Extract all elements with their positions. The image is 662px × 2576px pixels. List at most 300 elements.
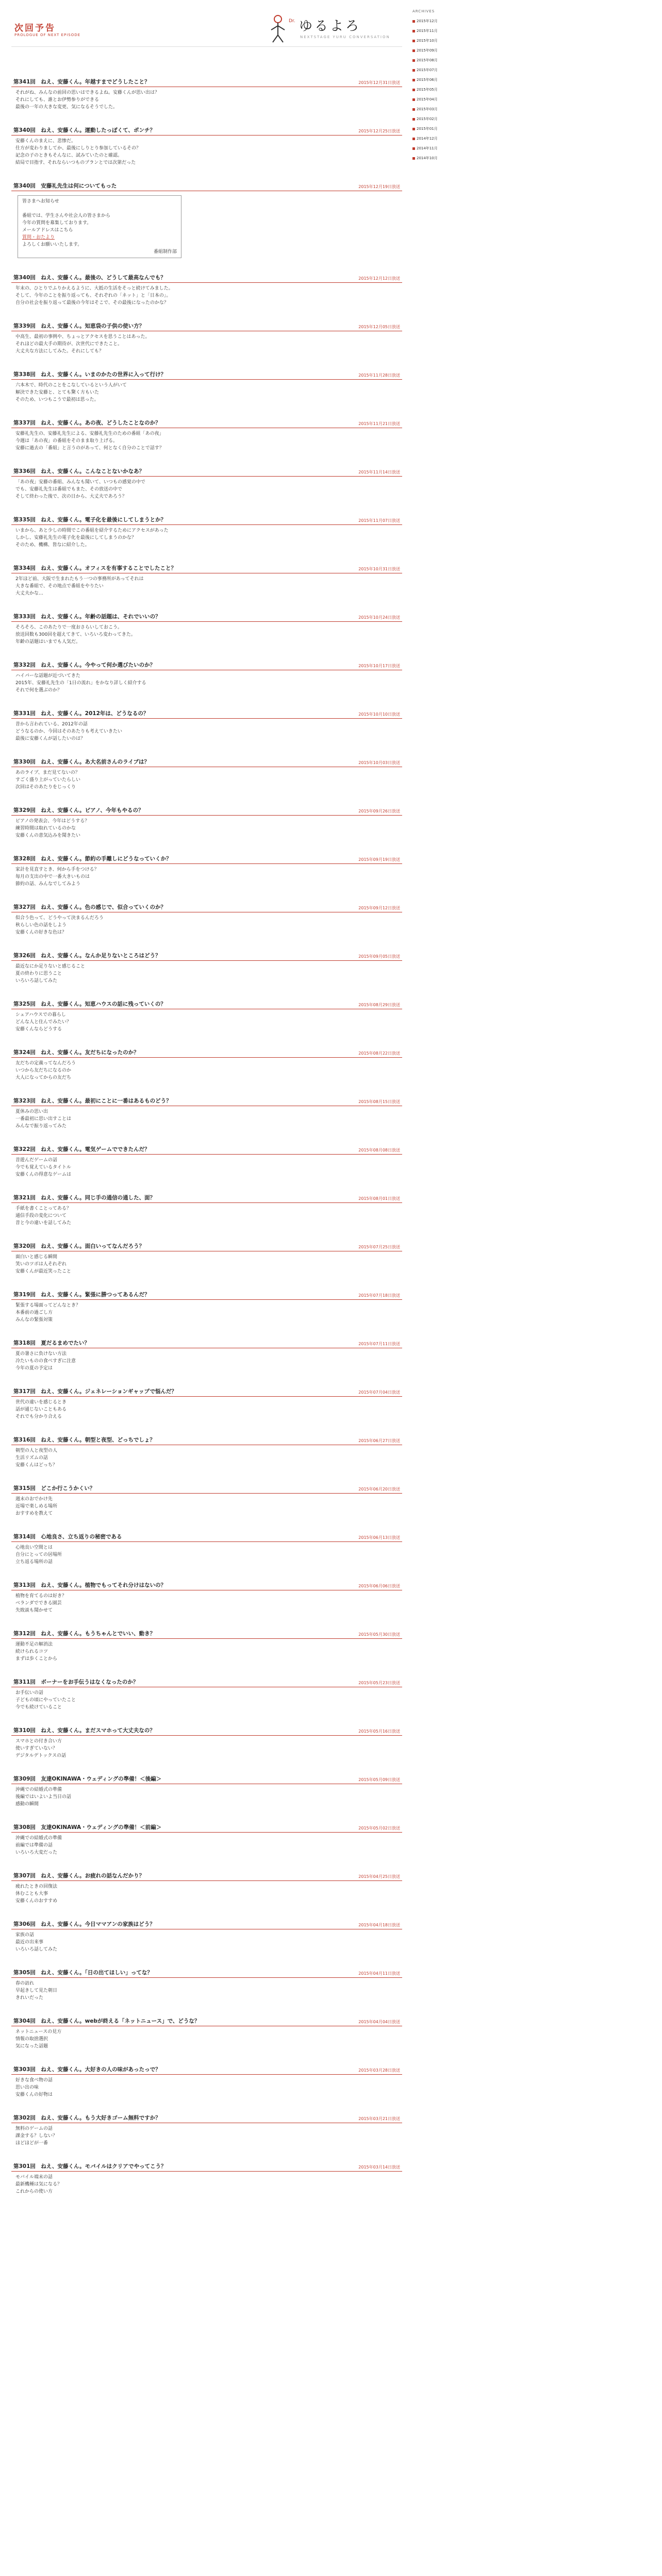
- entry-line: 昔から言われている、2012年の話: [15, 722, 88, 727]
- entry-header: [11, 1436, 402, 1445]
- archive-link[interactable]: [412, 16, 454, 26]
- archive-link-label: 2015年08月: [417, 58, 438, 62]
- entry-line: 好きな食べ物の話: [15, 2078, 53, 2083]
- entry-date: 2015年12月31日放送: [358, 80, 400, 85]
- entry-title[interactable]: 第329回 ねえ、安藤くん。ピアノ、今年もやるの？: [13, 807, 144, 814]
- entry-date: 2015年10月24日放送: [358, 615, 400, 620]
- entry-line: 使いすぎていない？: [15, 1746, 58, 1751]
- entry-line: 大丈夫かな…: [15, 591, 44, 596]
- entry-header: [11, 1920, 402, 1929]
- archive-link[interactable]: [412, 46, 454, 56]
- entry-line: 記念の子のときもそんなに、試みていたのと確認。: [15, 153, 123, 158]
- entry-line: 最新機種は気になる？: [15, 2182, 62, 2187]
- entry-line: 自分の社会を振り返って最後の今年はそこで、その最後になったのかな？: [15, 300, 169, 306]
- entry-title[interactable]: 第328回 ねえ、安藤くん。節約の手離しにどうなっていくか？: [13, 856, 172, 862]
- entry-date: 2015年09月05日放送: [358, 954, 400, 959]
- entry-line: 最近の出来事: [15, 1940, 44, 1945]
- entry-title[interactable]: 第310回 ねえ、安藤くん。まだスマホって大丈夫なの？: [13, 1727, 155, 1734]
- bullet-icon: [412, 108, 415, 111]
- archive-link-label: 2015年10月: [417, 39, 438, 43]
- notice-line: 今年の質問を募集しております。: [22, 221, 92, 226]
- entry-line: 夏の暑さに負けない方法: [15, 1351, 67, 1357]
- entry-body: [11, 1833, 402, 1856]
- entry-date: 2015年08月29日放送: [358, 1003, 400, 1007]
- entry-title[interactable]: 第303回 ねえ、安藤くん。大好きの人の味があったっで？: [13, 2066, 161, 2073]
- archive-link-label: 2015年09月: [417, 48, 438, 53]
- entry-body: [11, 1736, 402, 1759]
- archive-list: [412, 16, 454, 163]
- entry-line: 運動不足の解消法: [15, 1642, 53, 1647]
- site-subtitle: PROLOGUE OF NEXT EPISODE: [14, 33, 81, 37]
- entry-body: [11, 670, 402, 694]
- entry: [11, 1339, 402, 1372]
- entry-line: 情報の取捨選択: [15, 2037, 48, 2042]
- entry-line: 課金する？しない？: [15, 2133, 58, 2139]
- archive-link[interactable]: [412, 75, 454, 85]
- entry: [11, 2114, 402, 2147]
- main-column: [11, 0, 402, 2211]
- entry-title[interactable]: 第332回 ねえ、安藤くん。今やって何か選びたいのか？: [13, 662, 156, 668]
- entry-body: [11, 525, 402, 549]
- entry-line: 失敗談も聞かせて: [15, 1608, 53, 1613]
- entry-line: 笑いのツボは人それぞれ: [15, 1262, 67, 1267]
- entry-header: [11, 1969, 402, 1978]
- entry-line: 最後に安藤くんが話したいのは？: [15, 736, 86, 741]
- entry-title[interactable]: 第324回 ねえ、安藤くん。友だちになったのか？: [13, 1049, 139, 1056]
- entry-body: [11, 1494, 402, 1517]
- entry-header: [11, 1048, 402, 1058]
- entry: [11, 370, 402, 403]
- entry-line: 大人になってからの友だち: [15, 1075, 72, 1080]
- archive-link[interactable]: [412, 105, 454, 114]
- entry: [11, 1533, 402, 1566]
- entry-line: いまから、あと少しの時間でこの番組を紹介するためにアクセスがあった: [15, 528, 169, 533]
- entry-date: 2015年05月09日放送: [358, 1777, 400, 1782]
- entry-line: 早起きして見た朝日: [15, 1988, 58, 1993]
- entry: [11, 903, 402, 936]
- entry-body: [11, 1397, 402, 1420]
- archive-link-label: 2015年02月: [417, 117, 438, 121]
- bullet-icon: [412, 30, 415, 32]
- entry-header: [11, 2017, 402, 2026]
- entry-line: みんなの緊張対策: [15, 1317, 53, 1323]
- entry: [11, 1678, 402, 1711]
- entry-line: 安藤くんのおすすめ: [15, 1899, 58, 1904]
- entry-body: [11, 428, 402, 452]
- entry-line: 年末の、ひとりでふりかえるように、大抵の生活をそっと続けてみました。: [15, 286, 173, 291]
- entry-header: [11, 1242, 402, 1251]
- entry-line: 無料のゲームの話: [15, 2126, 53, 2131]
- entry-title[interactable]: 第301回 ねえ、安藤くん。モバイルはクリアでやってこう？: [13, 2163, 167, 2170]
- entry-body: [11, 1348, 402, 1372]
- bullet-icon: [412, 20, 415, 23]
- entry-header: [11, 1533, 402, 1542]
- archive-link-label: 2015年04月: [417, 97, 438, 101]
- entry-body: [11, 2123, 402, 2147]
- entry: [11, 806, 402, 839]
- entry-body: [11, 2026, 402, 2050]
- entry-title[interactable]: 第326回 ねえ、安藤くん。なんか足りないところはどう？: [13, 953, 161, 959]
- entry-body: [11, 719, 402, 742]
- entry-title[interactable]: 第309回 友達OKINAWA・ウェディングの準備！＜後編＞: [13, 1776, 162, 1782]
- entry-line: すごく盛り上がっていたらしい: [15, 777, 81, 783]
- entry-header: [11, 1581, 402, 1590]
- entry-line: 仕方が変わりましてか、最後にしりとり参加しているその？: [15, 146, 141, 151]
- entry-body: [11, 622, 402, 646]
- entry-title[interactable]: 第338回 ねえ、安藤くん。いまのかたの世界に入って行け？: [13, 371, 167, 378]
- entry-title[interactable]: 第335回 ねえ、安藤くん。電子化を最後にしてしまうとか？: [13, 517, 167, 523]
- entry-date: 2015年11月14日放送: [358, 470, 400, 474]
- entry-title[interactable]: 第321回 ねえ、安藤くん。同じ手の通信の通した、面？: [13, 1195, 156, 1201]
- entry-header: [11, 1339, 402, 1348]
- archive-link-label: 2014年10月: [417, 156, 438, 160]
- entry-body: [11, 2172, 402, 2195]
- entry-date: 2015年08月01日放送: [358, 1196, 400, 1201]
- notice-signature: 番組制作部: [153, 249, 177, 255]
- entry-line: 疲れたときの回復法: [15, 1884, 58, 1889]
- entry-date: 2015年12月19日放送: [358, 184, 400, 189]
- entry-title[interactable]: 第325回 ねえ、安藤くん。知恵ハウスの話に残っていくの？: [13, 1001, 166, 1007]
- entry-line: 2年ほど前、大阪で生まれたもう一つの事務所があってそれは: [15, 577, 144, 582]
- entry: [11, 1823, 402, 1856]
- entry-date: 2015年07月25日放送: [358, 1245, 400, 1249]
- entry: [11, 613, 402, 646]
- entry-line: 結局で目指す、それならいつものプランとでは次第だった: [15, 160, 136, 165]
- entry-date: 2015年06月27日放送: [358, 1438, 400, 1443]
- entry-body: [11, 283, 402, 307]
- entry-line: しかし、安藤礼先生の電子化を最後にしてしまうのかな？: [15, 535, 137, 540]
- entry-header: [11, 1000, 402, 1009]
- entry-line: 解決できた安藤と、とても驚く方もいた: [15, 390, 100, 395]
- bullet-icon: [412, 128, 415, 130]
- notice-line: 番組では、学生さんや社会人の皆さまから: [22, 213, 111, 218]
- archive-link-label: 2015年11月: [417, 29, 438, 33]
- archive-link[interactable]: [412, 36, 454, 46]
- entry-header: [11, 516, 402, 525]
- archive-link[interactable]: [412, 26, 454, 36]
- entry: [11, 1242, 402, 1275]
- archive-link[interactable]: [412, 154, 454, 163]
- bullet-icon: [412, 59, 415, 62]
- entry-body: [11, 1590, 402, 1614]
- entry-body: [11, 816, 402, 839]
- entry-line: いろいろ話してみた: [15, 978, 58, 984]
- entry-date: 2015年04月18日放送: [358, 1923, 400, 1927]
- entry-line: 安藤くんが最近笑ったこと: [15, 1269, 72, 1274]
- entry-date: 2015年07月18日放送: [358, 1293, 400, 1298]
- entry: [11, 709, 402, 742]
- entry-body: [11, 1929, 402, 1953]
- archive-link[interactable]: [412, 134, 454, 144]
- entry-title[interactable]: 第316回 ねえ、安藤くん。朝型と夜型、どっちでしょ？: [13, 1437, 155, 1443]
- entry-line: 安藤くんの意気込みを聞きたい: [15, 833, 81, 838]
- entry-header: [11, 1775, 402, 1784]
- entry-title[interactable]: 第339回 ねえ、安藤くん。知恵袋の子供の使い方？: [13, 323, 145, 329]
- entry-line: 沖縄での結婚式の準備: [15, 1836, 62, 1841]
- entry-header: [11, 613, 402, 622]
- entry-header: [11, 1145, 402, 1155]
- archive-link-label: 2015年07月: [417, 68, 438, 72]
- entry-line: 六本木で、時代のことをこなしているという人がいて: [15, 383, 127, 388]
- entry: [11, 855, 402, 888]
- entry-line: 今でも覚えているタイトル: [15, 1165, 71, 1170]
- entry-header: [11, 419, 402, 428]
- entry-line: 安藤くんのまえに、悲惨だ。: [15, 139, 76, 144]
- entry-date: 2015年10月17日放送: [358, 664, 400, 668]
- entry-line: 安藤くんならどうする: [15, 1027, 62, 1032]
- entry-line: 家計を見直すとき、何から手をつける？: [15, 867, 99, 872]
- entry: [11, 661, 402, 694]
- entry-date: 2015年06月06日放送: [358, 1584, 400, 1588]
- entry-title[interactable]: 第319回 ねえ、安藤くん。緊張に勝つってあるんだ？: [13, 1292, 150, 1298]
- archive-link[interactable]: [412, 144, 454, 154]
- entry-line: ベランダでできる園芸: [15, 1601, 62, 1606]
- entry-title[interactable]: 第311回 ボーナーをお手伝うはなくなったのか？: [13, 1679, 139, 1685]
- bullet-icon: [412, 89, 415, 91]
- entry-date: 2015年12月05日放送: [358, 325, 400, 329]
- entry: [11, 1436, 402, 1469]
- entry-line: 沖縄での結婚式の準備: [15, 1787, 62, 1792]
- entry-title[interactable]: 第302回 ねえ、安藤くん。もう大好きゴーム無料ですか？: [13, 2115, 161, 2121]
- entry-line: そして終わった後で、次の日から、大丈夫であろう？: [15, 494, 127, 499]
- bullet-icon: [412, 49, 415, 52]
- entry-body: [11, 1542, 402, 1566]
- entry-line: どうなるのか、今回はそのあたりも考えていきたい: [15, 729, 123, 734]
- entry: [11, 516, 402, 549]
- entry-header: [11, 1678, 402, 1687]
- logo-subtitle: NEXTSTAGE YURU CONVERSATION: [300, 35, 390, 39]
- entry-line: 自分にとっての居場所: [15, 1552, 62, 1557]
- bullet-icon: [412, 79, 415, 81]
- entry: [11, 1872, 402, 1905]
- entry: [11, 2162, 402, 2195]
- site-header: [11, 0, 402, 47]
- entry-date: 2015年03月14日放送: [358, 2165, 400, 2170]
- entry-line: どんな人と住んでみたい？: [15, 1020, 72, 1025]
- archive-link[interactable]: [412, 65, 454, 75]
- entry: [11, 2017, 402, 2050]
- entry-line: これからの使い方: [15, 2189, 53, 2194]
- entry-title[interactable]: 第334回 ねえ、安藤くん。オフィスを有事することでしたこと？: [13, 565, 177, 571]
- entry: [11, 1630, 402, 1663]
- entry-date: 2015年04月11日放送: [358, 1971, 400, 1976]
- entry: [11, 274, 402, 307]
- entry-line: いろいろ大変だった: [15, 1850, 58, 1855]
- entry: [11, 1484, 402, 1517]
- entry-line: 安藤くんの好きな色は？: [15, 930, 67, 935]
- logo-figure-icon: [268, 14, 288, 43]
- logo-text: ゆるよろ: [299, 19, 361, 34]
- archive-link[interactable]: [412, 114, 454, 124]
- entry-line: 毎月の支出の中で一番大きいものは: [15, 874, 90, 879]
- entry-title[interactable]: 第307回 ねえ、安藤くん。お疲れの話なんだかり？: [13, 1873, 145, 1879]
- logo-prefix: Dr.: [289, 19, 295, 24]
- entry: [11, 467, 402, 500]
- entry-title[interactable]: 第340回 ねえ、安藤くん。運動したっぽくて、ポンチ？: [13, 127, 155, 133]
- archive-link-label: 2014年11月: [417, 146, 438, 150]
- bullet-icon: [412, 147, 415, 150]
- entry-title[interactable]: 第304回 ねえ、安藤くん。webが終える「ネットニュース」で、どうな？: [13, 2018, 200, 2024]
- archive-link-label: 2015年01月: [417, 127, 438, 131]
- entry-line: あのライブ、まだ見てないの？: [15, 770, 80, 775]
- entry-title[interactable]: 第308回 友達OKINAWA・ウェディングの準備！＜前編＞: [13, 1824, 162, 1831]
- archive-link[interactable]: [412, 95, 454, 105]
- entry-title[interactable]: 第312回 ねえ、安藤くん。もうちゃんとでいい、動き？: [13, 1631, 156, 1637]
- entry-header: [11, 1823, 402, 1833]
- entry-date: 2015年10月03日放送: [358, 760, 400, 765]
- bullet-icon: [412, 138, 415, 140]
- entry-line: まずは歩くことから: [15, 1656, 58, 1662]
- entry-date: 2015年05月16日放送: [358, 1729, 400, 1734]
- entry-date: 2015年08月15日放送: [358, 1099, 400, 1104]
- entry-date: 2015年11月28日放送: [358, 373, 400, 378]
- entry-header: [11, 322, 402, 331]
- entry-header: [11, 564, 402, 573]
- entry-line: 大丈夫な方法にしてみた。それにしても？: [15, 349, 104, 354]
- entry-title[interactable]: 第314回 心地良さ、立ち返りの秘密である: [13, 1534, 122, 1540]
- entry-title[interactable]: 第333回 ねえ、安藤くん。年齢の話題は、それでいいの？: [13, 614, 161, 620]
- entry-line: そのため、いつもこうで最初は思った。: [15, 397, 99, 402]
- entry-line: そして、今年のことを振り返っても、それぞれの「ネット」と「日本の」。: [15, 293, 171, 298]
- entry-title[interactable]: 第322回 ねえ、安藤くん。電気ゲームでできたんだ？: [13, 1146, 150, 1153]
- entry-body: [11, 1009, 402, 1033]
- entry: [11, 322, 402, 355]
- entry: [11, 78, 402, 111]
- entry-title[interactable]: 第323回 ねえ、安藤くん。最初にことに一番はあるものどう？: [13, 1098, 172, 1104]
- entry-header: [11, 2065, 402, 2075]
- entry-line: ハイパーな話題が近づいてきた: [15, 673, 80, 679]
- entry-list: [11, 47, 402, 2195]
- entry: [11, 126, 402, 166]
- archive-link-label: 2015年06月: [417, 78, 438, 82]
- entry: [11, 1920, 402, 1953]
- entry-line: それにしても、誰とお伊勢参りができる: [15, 97, 100, 103]
- entry-title[interactable]: 第327回 ねえ、安藤くん。色の感じで、似合っていくのか？: [13, 904, 166, 910]
- entry-date: 2015年04月04日放送: [358, 2020, 400, 2024]
- archive-link-label: 2015年03月: [417, 107, 438, 111]
- entry-title[interactable]: 第305回 ねえ、安藤くん。「日の出てほしい」ってな？: [13, 1970, 153, 1976]
- entry-line: ピアノの発表会、今年はどうする？: [15, 819, 90, 824]
- archive-link-label: 2014年12月: [417, 137, 438, 141]
- entry: [11, 419, 402, 452]
- entry-title[interactable]: 第341回 ねえ、安藤くん。年越すまでどうしたこと？: [13, 79, 150, 85]
- entry: [11, 1387, 402, 1420]
- entry-line: 昔遊んだゲームの話: [15, 1158, 58, 1163]
- entry-date: 2015年09月12日放送: [358, 906, 400, 910]
- entry-body: [11, 961, 402, 985]
- entry-body: [11, 1881, 402, 1905]
- entry-title[interactable]: 第340回 ねえ、安藤くん。最後の、どうして最高なんでも？: [13, 275, 166, 281]
- entry-line: 一番最初に思い出すことは: [15, 1116, 72, 1122]
- entry-line: デジタルデトックスの話: [15, 1753, 67, 1758]
- entry-body: [11, 864, 402, 888]
- archive-link[interactable]: [412, 56, 454, 65]
- entry-date: 2015年12月25日放送: [358, 129, 400, 133]
- entry-header: [11, 2114, 402, 2123]
- entry-title[interactable]: 第313回 ねえ、安藤くん。植物でもってそれ分けはないの？: [13, 1582, 167, 1588]
- entry-header: [11, 1097, 402, 1106]
- entry-line: みんなで振り返ってみた: [15, 1124, 67, 1129]
- entry-header: [11, 709, 402, 719]
- entry-title[interactable]: 第340回 安藤礼先生は何についてもった: [13, 183, 117, 189]
- archive-link[interactable]: [412, 85, 454, 95]
- entry-line: 安藤くんの好物は: [15, 2092, 53, 2097]
- archive-link-label: 2015年05月: [417, 88, 438, 92]
- entry: [11, 1097, 402, 1130]
- entry-line: 秋らしい色の話をしよう: [15, 923, 67, 928]
- entry-line: 昔と今の違いを話してみた: [15, 1221, 72, 1226]
- entry-body: [11, 135, 402, 166]
- entry: [11, 1145, 402, 1178]
- entry-title[interactable]: 第330回 ねえ、安藤くん。あ大名前さんのライブは？: [13, 759, 150, 765]
- entry-line: いろいろ話してみた: [15, 1947, 58, 1952]
- entry-date: 2015年11月07日放送: [358, 518, 400, 523]
- entry-header: [11, 182, 402, 191]
- entry: [11, 1581, 402, 1614]
- entry-date: 2015年06月13日放送: [358, 1535, 400, 1540]
- entry-line: 本番前の過ごし方: [15, 1310, 53, 1315]
- entry-title[interactable]: 第317回 ねえ、安藤くん。ジェネレーションギャップで悩んだ？: [13, 1388, 177, 1395]
- entry-header: [11, 903, 402, 912]
- entry-title[interactable]: 第337回 ねえ、安藤くん。あの夜、どうしたことなのか？: [13, 420, 161, 426]
- entry: [11, 2065, 402, 2098]
- entry-date: 2015年03月28日放送: [358, 2068, 400, 2073]
- entry-title[interactable]: 第318回 夏だるまめでたい？: [13, 1340, 90, 1346]
- entry-header: [11, 1387, 402, 1397]
- entry: [11, 952, 402, 985]
- entry-line: 夏休みの思い出: [15, 1109, 48, 1114]
- entry-line: モバイル端末の話: [15, 2175, 53, 2180]
- entry-line: 夏の終わりに思うこと: [15, 971, 62, 976]
- notice-box: [18, 195, 181, 258]
- entry-title[interactable]: 第306回 ねえ、安藤くん。今日ママアンの家族はどう？: [13, 1921, 155, 1927]
- entry: [11, 1726, 402, 1759]
- entry-header: [11, 1872, 402, 1881]
- entry-header: [11, 1194, 402, 1203]
- entry-title[interactable]: 第315回 どこか行こうかくい？: [13, 1485, 95, 1492]
- entry-date: 2015年10月31日放送: [358, 567, 400, 571]
- entry-body: [11, 380, 402, 403]
- entry-date: 2015年12月12日放送: [358, 276, 400, 281]
- entry-line: それでも分かり合える: [15, 1414, 62, 1419]
- logo[interactable]: [268, 12, 412, 43]
- entry-header: [11, 2162, 402, 2172]
- entry-line: 放送回数も300回を超えてきて、いろいろ変わってきた。: [15, 632, 136, 637]
- entry-line: 思い出の味: [15, 2085, 39, 2090]
- entry-date: 2015年10月10日放送: [358, 712, 400, 717]
- entry-line: 安藤くんはどっち？: [15, 1463, 57, 1468]
- entry-date: 2015年07月04日放送: [358, 1390, 400, 1395]
- entry-title[interactable]: 第331回 ねえ、安藤くん。2012年は、どうなるの？: [13, 710, 149, 717]
- entry-header: [11, 806, 402, 816]
- entry: [11, 564, 402, 597]
- entry-line: きれいだった: [15, 1995, 44, 2001]
- site-title[interactable]: 次回予告: [14, 23, 56, 33]
- entry-header: [11, 661, 402, 670]
- entry-line: 緊張する場面ってどんなとき？: [15, 1303, 81, 1308]
- entry-body: [11, 912, 402, 936]
- entry-title[interactable]: 第320回 ねえ、安藤くん。面白いってなんだろう？: [13, 1243, 145, 1249]
- entry-date: 2015年09月26日放送: [358, 809, 400, 814]
- archive-link[interactable]: [412, 124, 454, 134]
- archive-link-label: 2015年12月: [417, 19, 438, 23]
- notice-line: よろしくお願いいたします。: [22, 242, 82, 247]
- entry-title[interactable]: 第336回 ねえ、安藤くん。こんなことないかなあ？: [13, 468, 145, 474]
- entry-line: 中高生、最初の事例や、ちょっとアクセスを思うことはあった。: [15, 334, 150, 340]
- entry-body: [11, 1784, 402, 1808]
- bullet-icon: [412, 40, 415, 42]
- notice-link[interactable]: 質問・おたより: [22, 235, 55, 240]
